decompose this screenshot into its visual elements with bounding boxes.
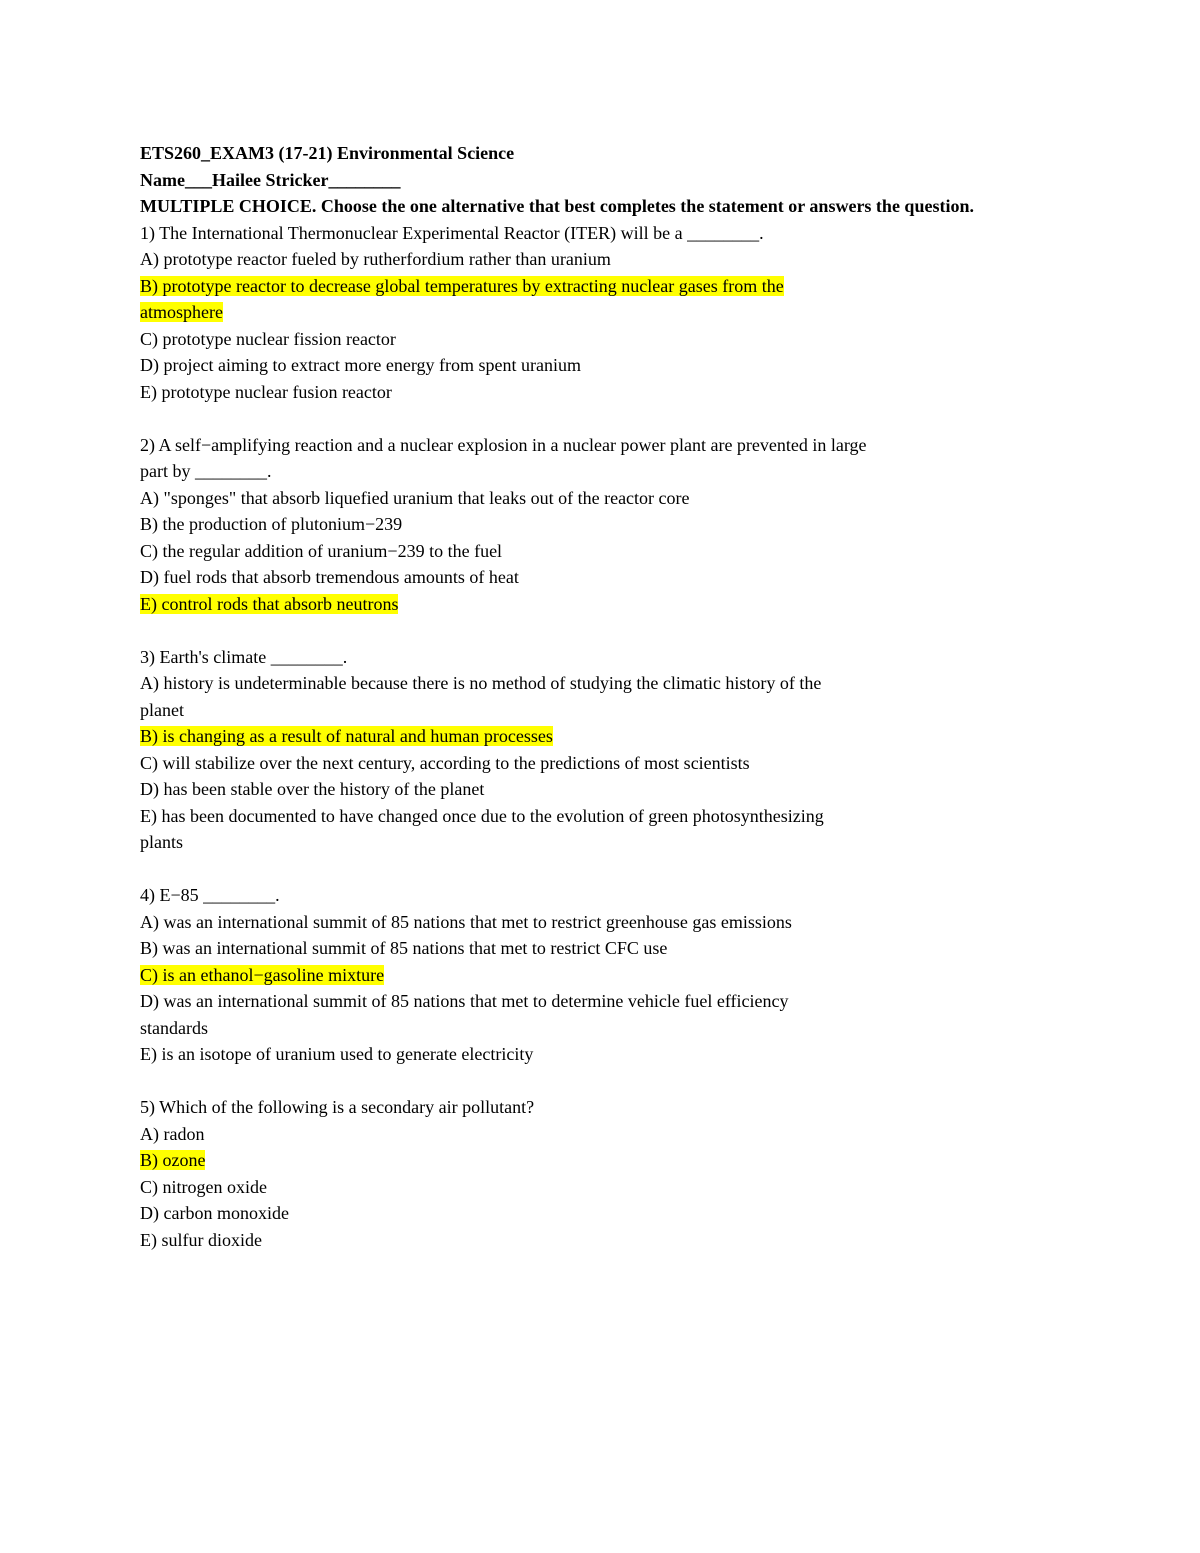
answer-option-text: standards — [140, 1017, 208, 1038]
answer-option — [140, 511, 1080, 538]
answer-option-text: A) prototype reactor fueled by rutherfordium rather than uranium — [140, 249, 611, 269]
answer-option-text: plants — [140, 832, 183, 852]
answer-option — [140, 1015, 1080, 1042]
question-stem: 3) Earth's climate ________. — [140, 646, 348, 667]
answer-option — [140, 1200, 1080, 1227]
answer-option-selected — [140, 273, 1080, 300]
answer-option-text: E) prototype nuclear fusion reactor — [140, 381, 392, 402]
student-name-line: Name___Hailee Stricker________ — [140, 169, 401, 190]
answer-option-selected — [140, 723, 1080, 750]
answer-option-text: D) project aiming to extract more energy from spent uranium — [140, 355, 582, 375]
answer-option — [140, 352, 1080, 379]
question-stem: 4) E−85 ________. — [140, 885, 280, 905]
answer-option-text: B) ozone — [140, 1150, 206, 1170]
question-3 — [140, 644, 1080, 856]
answer-option-text: A) "sponges" that absorb liquefied uranium that leaks out of the reactor core — [140, 487, 690, 508]
answer-option-text: E) sulfur dioxide — [140, 1229, 262, 1250]
answer-option-text: E) control rods that absorb neutrons — [140, 593, 399, 614]
question-stem: 5) Which of the following is a secondary air pollutant? — [140, 1097, 535, 1117]
answer-option-text: D) has been stable over the history of the planet — [140, 779, 485, 799]
question-5 — [140, 1094, 1080, 1253]
answer-option — [140, 379, 1080, 406]
answer-option-text: B) was an international summit of 85 nations that met to restrict CFC use — [140, 938, 668, 958]
answer-option-text: C) is an ethanol−gasoline mixture — [140, 964, 385, 985]
answer-option-text: planet — [140, 699, 184, 720]
answer-option — [140, 909, 1080, 936]
question-stem: 1) The International Thermonuclear Experimental Reactor (ITER) will be a ________. — [140, 222, 764, 243]
exam-title: ETS260_EXAM3 (17-21) Environmental Science — [140, 143, 515, 163]
instructions: MULTIPLE CHOICE. Choose the one alternative that best completes the statement or answers the question. — [140, 196, 974, 216]
answer-option — [140, 697, 1080, 724]
answer-option — [140, 1121, 1080, 1148]
exam-page — [140, 140, 1080, 1253]
answer-option — [140, 803, 1080, 830]
answer-option — [140, 1174, 1080, 1201]
question-4 — [140, 882, 1080, 1068]
answer-option-text: D) was an international summit of 85 nations that met to determine vehicle fuel efficiency — [140, 991, 789, 1011]
question-2 — [140, 432, 1080, 618]
answer-option-text: B) is changing as a result of natural and human processes — [140, 726, 553, 746]
answer-option-selected — [140, 299, 1080, 326]
question-stem: part by ________. — [140, 461, 272, 481]
answer-option-text: B) the production of plutonium−239 — [140, 514, 403, 534]
answer-option — [140, 246, 1080, 273]
answer-option-text: A) radon — [140, 1123, 205, 1144]
answer-option-text: atmosphere — [140, 302, 223, 322]
answer-option-text: A) was an international summit of 85 nations that met to restrict greenhouse gas emissions — [140, 911, 792, 932]
answer-option-text: E) has been documented to have changed once due to the evolution of green photosynthesizing — [140, 805, 824, 826]
question-stem: 2) A self−amplifying reaction and a nuclear explosion in a nuclear power plant are prevented in large — [140, 434, 867, 455]
answer-option-text: E) is an isotope of uranium used to generate electricity — [140, 1044, 534, 1064]
answer-option-text: C) prototype nuclear fission reactor — [140, 328, 396, 349]
answer-option — [140, 670, 1080, 697]
answer-option — [140, 776, 1080, 803]
answer-option-text: A) history is undeterminable because there is no method of studying the climatic history of the — [140, 673, 822, 693]
answer-option — [140, 564, 1080, 591]
answer-option-text: C) will stabilize over the next century, according to the predictions of most scientists — [140, 752, 750, 773]
answer-option — [140, 1227, 1080, 1254]
answer-option — [140, 750, 1080, 777]
answer-option-text: C) the regular addition of uranium−239 to the fuel — [140, 540, 503, 561]
answer-option — [140, 485, 1080, 512]
answer-option-text: D) fuel rods that absorb tremendous amounts of heat — [140, 567, 519, 587]
answer-option — [140, 538, 1080, 565]
answer-option-selected — [140, 591, 1080, 618]
answer-option-text: D) carbon monoxide — [140, 1203, 289, 1223]
answer-option — [140, 988, 1080, 1015]
question-list — [140, 220, 1080, 1254]
answer-option — [140, 326, 1080, 353]
answer-option-text: C) nitrogen oxide — [140, 1176, 267, 1197]
answer-option-selected — [140, 1147, 1080, 1174]
answer-option — [140, 935, 1080, 962]
answer-option — [140, 1041, 1080, 1068]
answer-option — [140, 829, 1080, 856]
answer-option-selected — [140, 962, 1080, 989]
question-1 — [140, 220, 1080, 406]
answer-option-text: B) prototype reactor to decrease global temperatures by extracting nuclear gases from the — [140, 275, 784, 296]
